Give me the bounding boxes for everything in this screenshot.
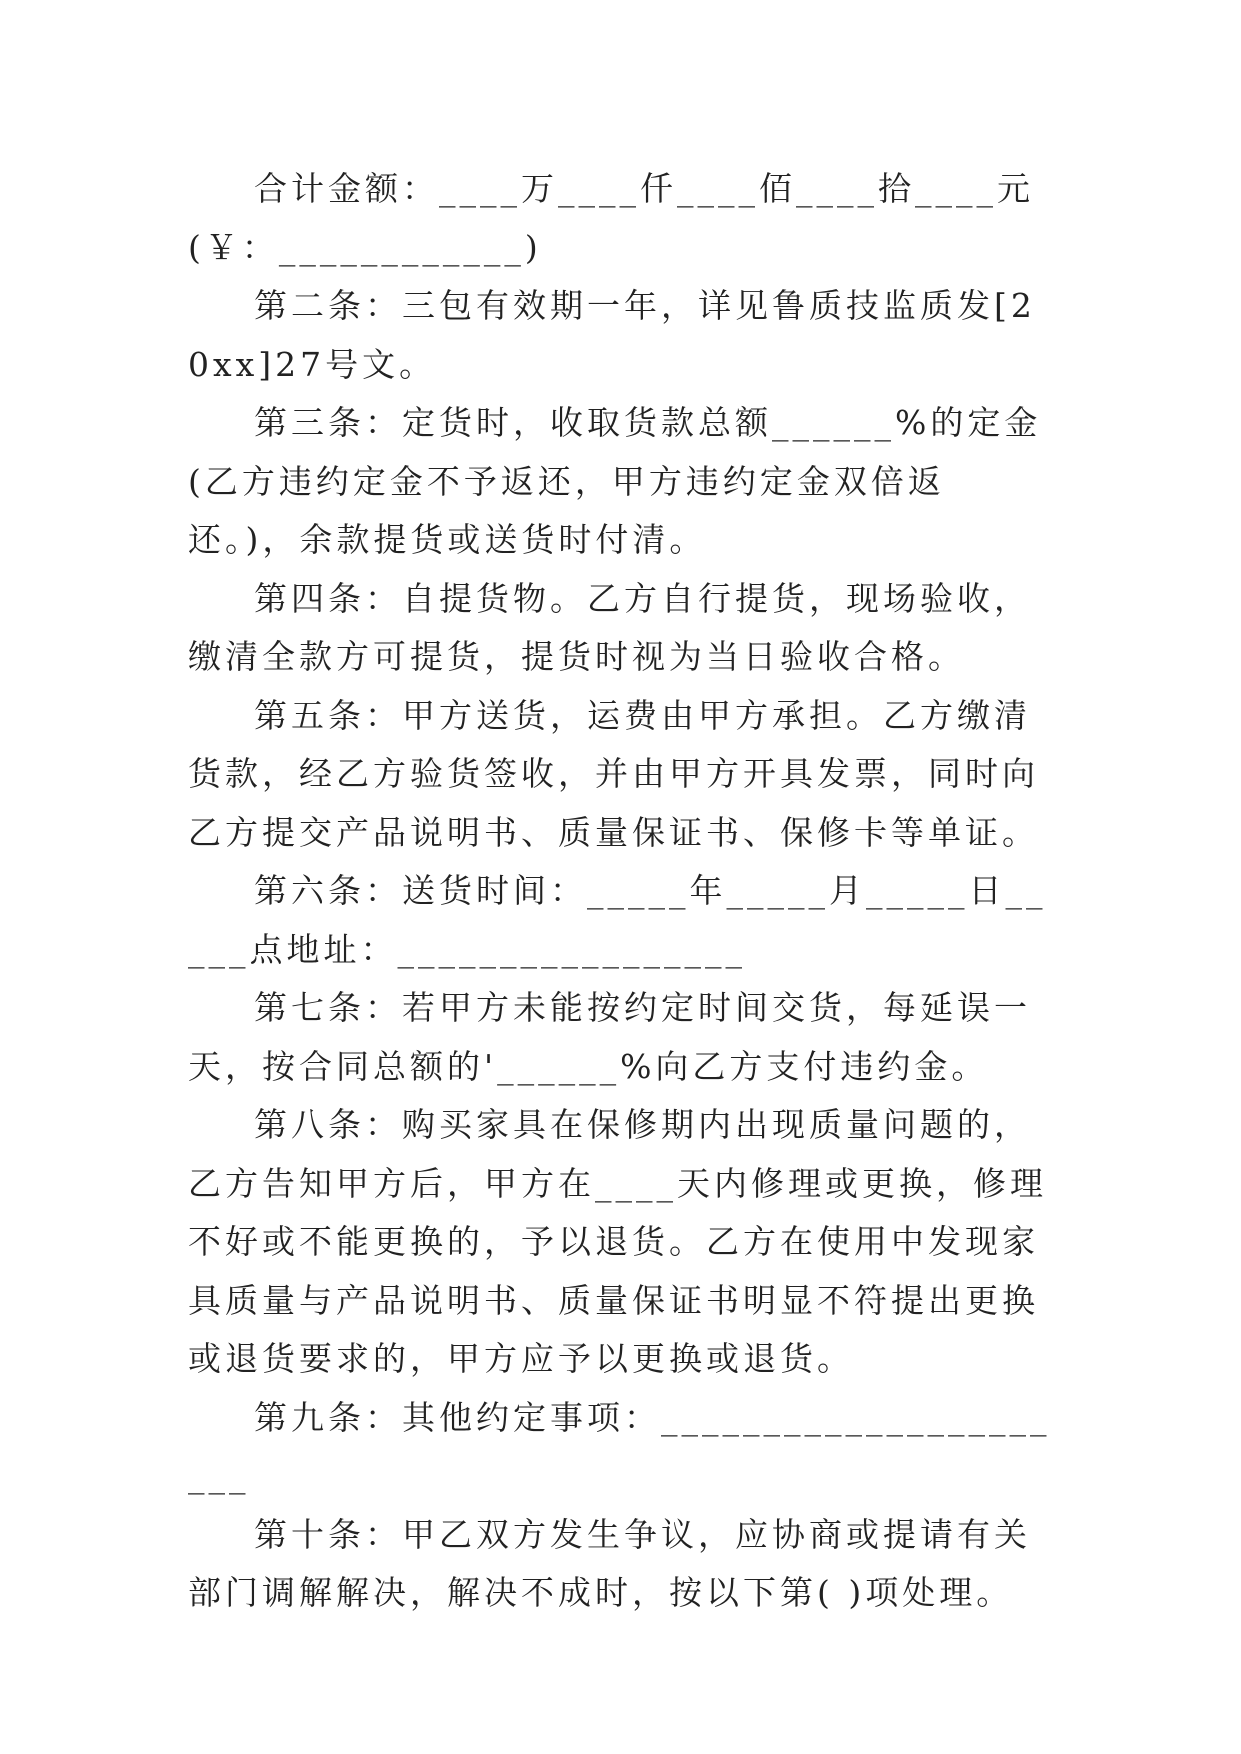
article-7-paragraph: 第七条：若甲方未能按约定时间交货，每延误一天，按合同总额的'______%向乙方支付违约金。: [188, 988, 1031, 1086]
article-4-paragraph: 第四条：自提货物。乙方自行提货，现场验收，缴清全款方可提货，提货时视为当日验收合格。: [188, 578, 1031, 676]
total-amount-paragraph: 合计金额：____万____仟____佰____拾____元(￥：____________): [188, 169, 1034, 267]
article-6-paragraph: 第六条：送货时间：_____年_____月_____日_____点地址：_________________: [188, 871, 1047, 969]
article-3-paragraph: 第三条：定货时，收取货款总额______%的定金(乙方违约定金不予返还，甲方违约定金双倍返还。)，余款提货或送货时付清。: [188, 403, 1042, 559]
article-5-paragraph: 第五条：甲方送货，运费由甲方承担。乙方缴清货款，经乙方验货签收，并由甲方开具发票，同时向乙方提交产品说明书、质量保证书、保修卡等单证。: [188, 695, 1039, 852]
article-2-paragraph: 第二条：三包有效期一年，详见鲁质技监质发[20xx]27号文。: [188, 286, 1036, 384]
article-9-paragraph: 第九条：其他约定事项：______________________: [188, 1397, 1051, 1495]
article-8-paragraph: 第八条：购买家具在保修期内出现质量问题的，乙方告知甲方后，甲方在____天内修理或更换，修理不好或不能更换的，予以退货。乙方在使用中发现家具质量与产品说明书、质量保证书明显不符提出更换或退货要求的，甲方应予以更换或退货。: [188, 1105, 1047, 1378]
article-10-paragraph: 第十条：甲乙双方发生争议，应协商或提请有关部门调解解决，解决不成时，按以下第( )项处理。: [188, 1514, 1031, 1612]
